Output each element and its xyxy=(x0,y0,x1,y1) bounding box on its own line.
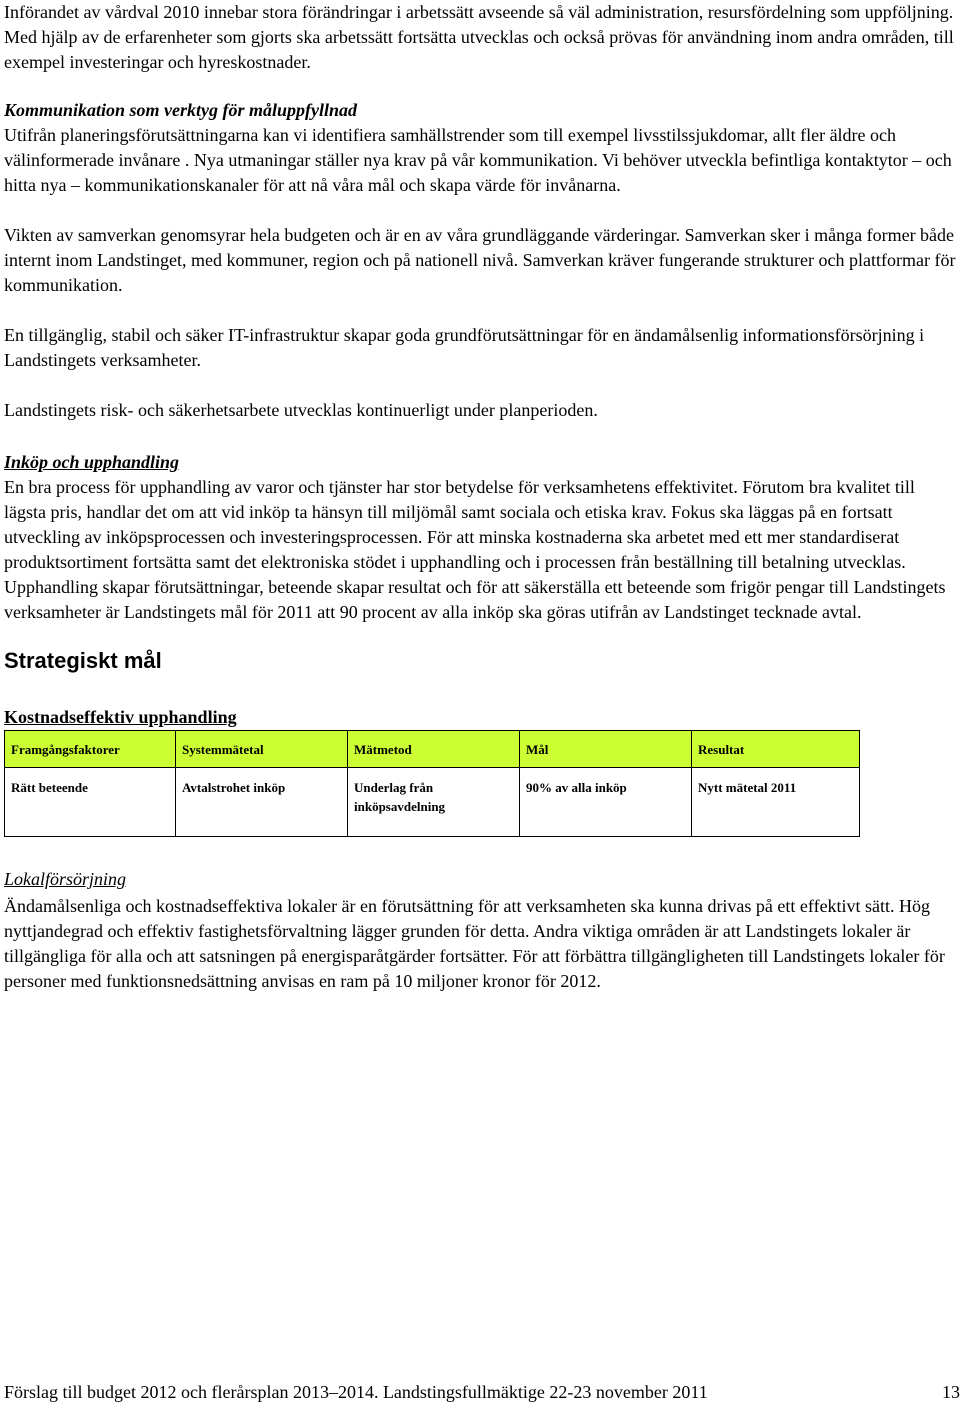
kpi-table xyxy=(4,730,860,837)
inkop-paragraph-2: Upphandling skapar förutsättningar, beteende skapar resultat och för att säkerställa ett beteende som frigör pengar till Landstingets verksamheter är Landstingets mål för 2011 att 90 procent av alla inköp ska göras utifrån av Landstinget tecknade avtal. xyxy=(4,577,946,622)
page-footer xyxy=(4,1380,960,1404)
kommunikation-paragraph-1: Utifrån planeringsförutsättningarna kan vi identifiera samhällstrender som till exempel livsstilssjukdomar, allt fler äldre och välinformerade invånare . Nya utmaningar ställer nya krav på vår kommunikation. Vi behöver utveckla befintliga kontaktytor – och hitta nya – kommunikationskanaler för att nå våra mål och skapa värde för invånarna. xyxy=(4,125,952,195)
kpi-table-header-row xyxy=(5,731,860,768)
document-page xyxy=(4,0,960,994)
lokal-heading: Lokalförsörjning xyxy=(4,869,127,889)
footer-text: Förslag till budget 2012 och flerårsplan 2013–2014. Landstingsfullmäktige 22-23 november 2011 xyxy=(4,1382,708,1402)
strategic-goal-heading: Strategiskt mål xyxy=(4,648,162,673)
kpi-col-resultat: Resultat xyxy=(692,731,860,768)
kommunikation-paragraph-2: Vikten av samverkan genomsyrar hela budgeten och är en av våra grundläggande värderingar. Samverkan sker i många former både internt inom Landstinget, med kommuner, region och på nationell nivå. Samverkan kräver fungerande strukturer och plattformar för kommunikation. xyxy=(4,225,956,295)
intro-paragraph: Införandet av vårdval 2010 innebar stora förändringar i arbetssätt avseende så väl administration, resursfördelning som uppföljning. Med hjälp av de erfarenheter som gjorts ska arbetssätt fortsätta utvecklas och också prövas för användning inom andra områden, till exempel investeringar och hyreskostnader. xyxy=(4,2,954,72)
kpi-cell-resultat: Nytt mätetal 2011 xyxy=(692,768,860,837)
inkop-paragraph-1: En bra process för upphandling av varor och tjänster har stor betydelse för verksamhetens effektivitet. Förutom bra kvalitet till lägsta pris, handlar det om att vid inköp ta hänsyn till miljömål samt sociala och etiska krav. Fokus ska läggas på en fortsatt utveckling av inköpsprocessen och investeringsprocessen. För att minska kostnaderna ska arbetet med ett mer standardiserat produktsortiment fortsätta samt det elektroniska stödet i upphandling och i processen från beställning till betalning utvecklas. xyxy=(4,477,915,572)
kpi-col-framgangsfaktorer: Framgångsfaktorer xyxy=(5,731,176,768)
page-number: 13 xyxy=(942,1382,960,1402)
kommunikation-paragraph-4: Landstingets risk- och säkerhetsarbete utvecklas kontinuerligt under planperioden. xyxy=(4,400,598,420)
kpi-cell-framgangsfaktor: Rätt beteende xyxy=(5,768,176,837)
kpi-cell-matmetod: Underlag från inköpsavdelning xyxy=(348,768,520,837)
kpi-table-row xyxy=(5,768,860,837)
kpi-col-systemmatetal: Systemmätetal xyxy=(176,731,348,768)
kommunikation-paragraph-3: En tillgänglig, stabil och säker IT-infrastruktur skapar goda grundförutsättningar för en ändamålsenlig informationsförsörjning i Landstingets verksamheter. xyxy=(4,325,925,370)
kpi-col-matmetod: Mätmetod xyxy=(348,731,520,768)
kpi-col-mal: Mål xyxy=(520,731,692,768)
kpi-cell-systemmatetal: Avtalstrohet inköp xyxy=(176,768,348,837)
kpi-cell-mal: 90% av alla inköp xyxy=(520,768,692,837)
kpi-table-heading: Kostnadseffektiv upphandling xyxy=(4,707,237,727)
inkop-heading: Inköp och upphandling xyxy=(4,452,180,472)
lokal-paragraph: Ändamålsenliga och kostnadseffektiva lokaler är en förutsättning för att verksamheten ska kunna drivas på ett effektivt sätt. Hög nyttjandegrad och effektiv fastighetsförvaltning lägger grunden för detta. Andra viktiga områden är att Landstingets lokaler är tillgängliga för alla och att satsningen på energisparåtgärder fortsätter. För att förbättra tillgängligheten till Landstingets lokaler för personer med funktionsnedsättning anvisas en ram på 10 miljoner kronor för 2012. xyxy=(4,896,945,991)
kommunikation-heading: Kommunikation som verktyg för måluppfyllnad xyxy=(4,100,358,120)
